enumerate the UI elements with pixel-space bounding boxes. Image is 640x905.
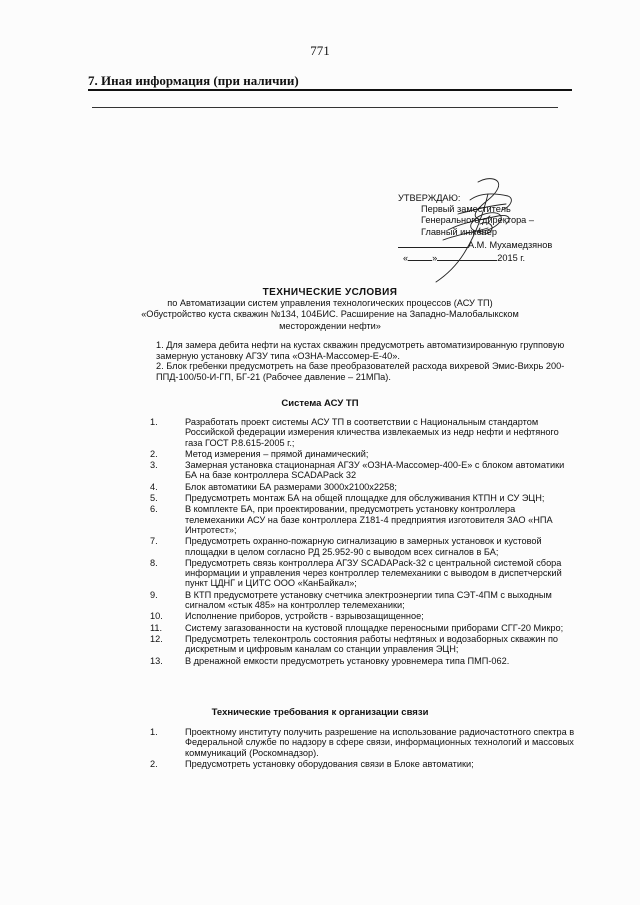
document-title-block	[120, 287, 540, 332]
section-heading: 7. Иная информация (при наличии)	[88, 73, 299, 88]
approval-label: УТВЕРЖДАЮ:	[398, 193, 461, 203]
item-text: В дренажной емкости предусмотреть установку уровнемера типа ПМП-062.	[185, 655, 510, 666]
date-quote-close: »	[432, 253, 438, 264]
list-item	[150, 623, 575, 633]
divider-line	[92, 107, 558, 108]
item-text: Замерная установка стационарная АГЗУ «ОЗНА-Массомер-400-Е» с блоком автоматики БА на базе контроллера SCADAPack 32	[185, 460, 565, 481]
item-text: Метод измерения – прямой динамический;	[185, 448, 369, 459]
title-line-2: «Обустройство куста скважин №134, 104БИС. Расширение на Западно-Малобалыкском	[141, 309, 519, 320]
item-text: Предусмотреть установку оборудования связи в Блоке автоматики;	[185, 758, 474, 769]
list-item	[150, 417, 575, 448]
approval-position-line-2: Генерального директора –	[421, 215, 534, 226]
list-item	[150, 656, 575, 666]
list-item	[150, 611, 575, 621]
list-item	[150, 493, 575, 503]
item-number: 1.	[150, 417, 158, 427]
item-text: В КТП предусмотрете установку счетчика электроэнергии типа СЭТ-4ПМ с выходным сигналом «стык 485» на контроллер телемеханики;	[185, 589, 552, 611]
item-number: 1.	[150, 727, 158, 737]
item-number: 9.	[150, 589, 158, 600]
item-number: 4.	[150, 481, 158, 492]
item-text: Предусмотреть телеконтроль состояния работы нефтяных и водозаборных скважин по дискретным и цифровым каналам со станции управления ЭЦН;	[185, 633, 559, 655]
date-quote-open: «	[403, 253, 409, 264]
month-blank	[437, 251, 497, 261]
approval-signer: А.М. Мухамедзянов	[468, 239, 553, 250]
comm-section-heading: Технические требования к организации связи	[211, 707, 429, 718]
item-text: Разработать проект системы АСУ ТП в соответствии с Национальным стандартом Российской федерации измерения кличества извлекаемых из недр нефти и нефтяного газа ГОСТ Р.8.615-2005 г.;	[185, 417, 559, 448]
asu-section-heading: Система АСУ ТП	[281, 398, 359, 409]
item-number: 2.	[150, 758, 158, 769]
list-item	[150, 759, 575, 769]
approval-position-line-1: Первый заместитель	[421, 204, 511, 215]
approval-signer-line	[398, 238, 608, 251]
heading-underline	[88, 89, 572, 91]
item-text: Предусмотреть связь контроллера АГЗУ SCADAPack-32 с центральной системой сбора информации и управления через контроллер телемеханики с выводом в диспетчерский пункт ЦДНГ и ЦИТС ООО «КанБайкал»;	[185, 557, 562, 589]
document-title: ТЕХНИЧЕСКИЕ УСЛОВИЯ	[262, 287, 398, 298]
list-item	[150, 634, 575, 655]
list-item	[150, 449, 575, 459]
item-number: 10.	[150, 611, 163, 622]
item-number: 11.	[150, 622, 163, 633]
item-number: 3.	[150, 460, 158, 471]
comm-requirements-list	[150, 727, 575, 770]
item-text: Блок автоматики БА размерами 3000x2100x2258;	[185, 481, 397, 492]
list-item	[150, 727, 575, 758]
intro-paragraph: 1. Для замера дебита нефти на кустах скважин предусмотреть автоматизированную групповую замерную установку АГЗУ типа «ОЗНА-Массомер-Е-40».	[156, 340, 565, 361]
item-text: Исполнение приборов, устройств - взрывозащищенное;	[185, 611, 424, 622]
list-item	[150, 536, 575, 557]
list-item	[150, 460, 575, 481]
item-number: 5.	[150, 493, 158, 504]
item-number: 8.	[150, 557, 158, 568]
approval-block	[398, 193, 608, 264]
date-year: 2015 г.	[497, 253, 526, 264]
item-number: 12.	[150, 633, 163, 644]
approval-date-line	[398, 251, 608, 264]
asu-requirements-list	[150, 417, 575, 667]
signature-blank	[398, 238, 468, 248]
list-item	[150, 558, 575, 589]
item-text: Предусмотреть монтаж БА на общей площадке для обслуживания КТПН и СУ ЭЦН;	[185, 493, 545, 504]
item-text: Проектному институту получить разрешение на использование радиочастотного спектра в Федеральной службе по надзору в сфере связи, информационных технологий и массовых коммуникаций (Роскомнадзор).	[185, 727, 575, 758]
title-line-3: месторождении нефти»	[279, 320, 381, 331]
day-blank	[408, 251, 432, 261]
approval-position-line-3: Главный инженер	[421, 226, 497, 237]
title-line-1: по Автоматизации систем управления технологических процессов (АСУ ТП)	[167, 298, 493, 309]
intro-paragraphs	[156, 340, 586, 382]
item-text: В комплекте БА, при проектировании, предусмотреть установку контроллера телемеханики АСУ на базе контроллера Z181-4 предприятия изготовителя ЗАО «НПА Интротест»;	[185, 504, 553, 535]
item-number: 2.	[150, 448, 158, 459]
page-number: 771	[310, 43, 330, 58]
list-item	[150, 482, 575, 492]
list-item	[150, 504, 575, 535]
intro-paragraph: 2. Блок гребенки предусмотреть на базе преобразователей расхода вихревой Эмис-Вихрь 200-ППД-100/50-И-ГП, БГ-21 (Рабочее давление – 21МПа).	[156, 361, 565, 382]
item-text: Систему загазованности на кустовой площадке переносными приборами СГГ-20 Микро;	[185, 622, 564, 633]
item-number: 6.	[150, 504, 158, 515]
item-number: 7.	[150, 536, 158, 547]
list-item	[150, 590, 575, 611]
item-text: Предусмотреть охранно-пожарную сигнализацию в замерных установок и кустовой площадки в целом согласно РД 25.952-90 с выводом всех сигналов в БА;	[185, 536, 542, 557]
item-number: 13.	[150, 655, 163, 666]
